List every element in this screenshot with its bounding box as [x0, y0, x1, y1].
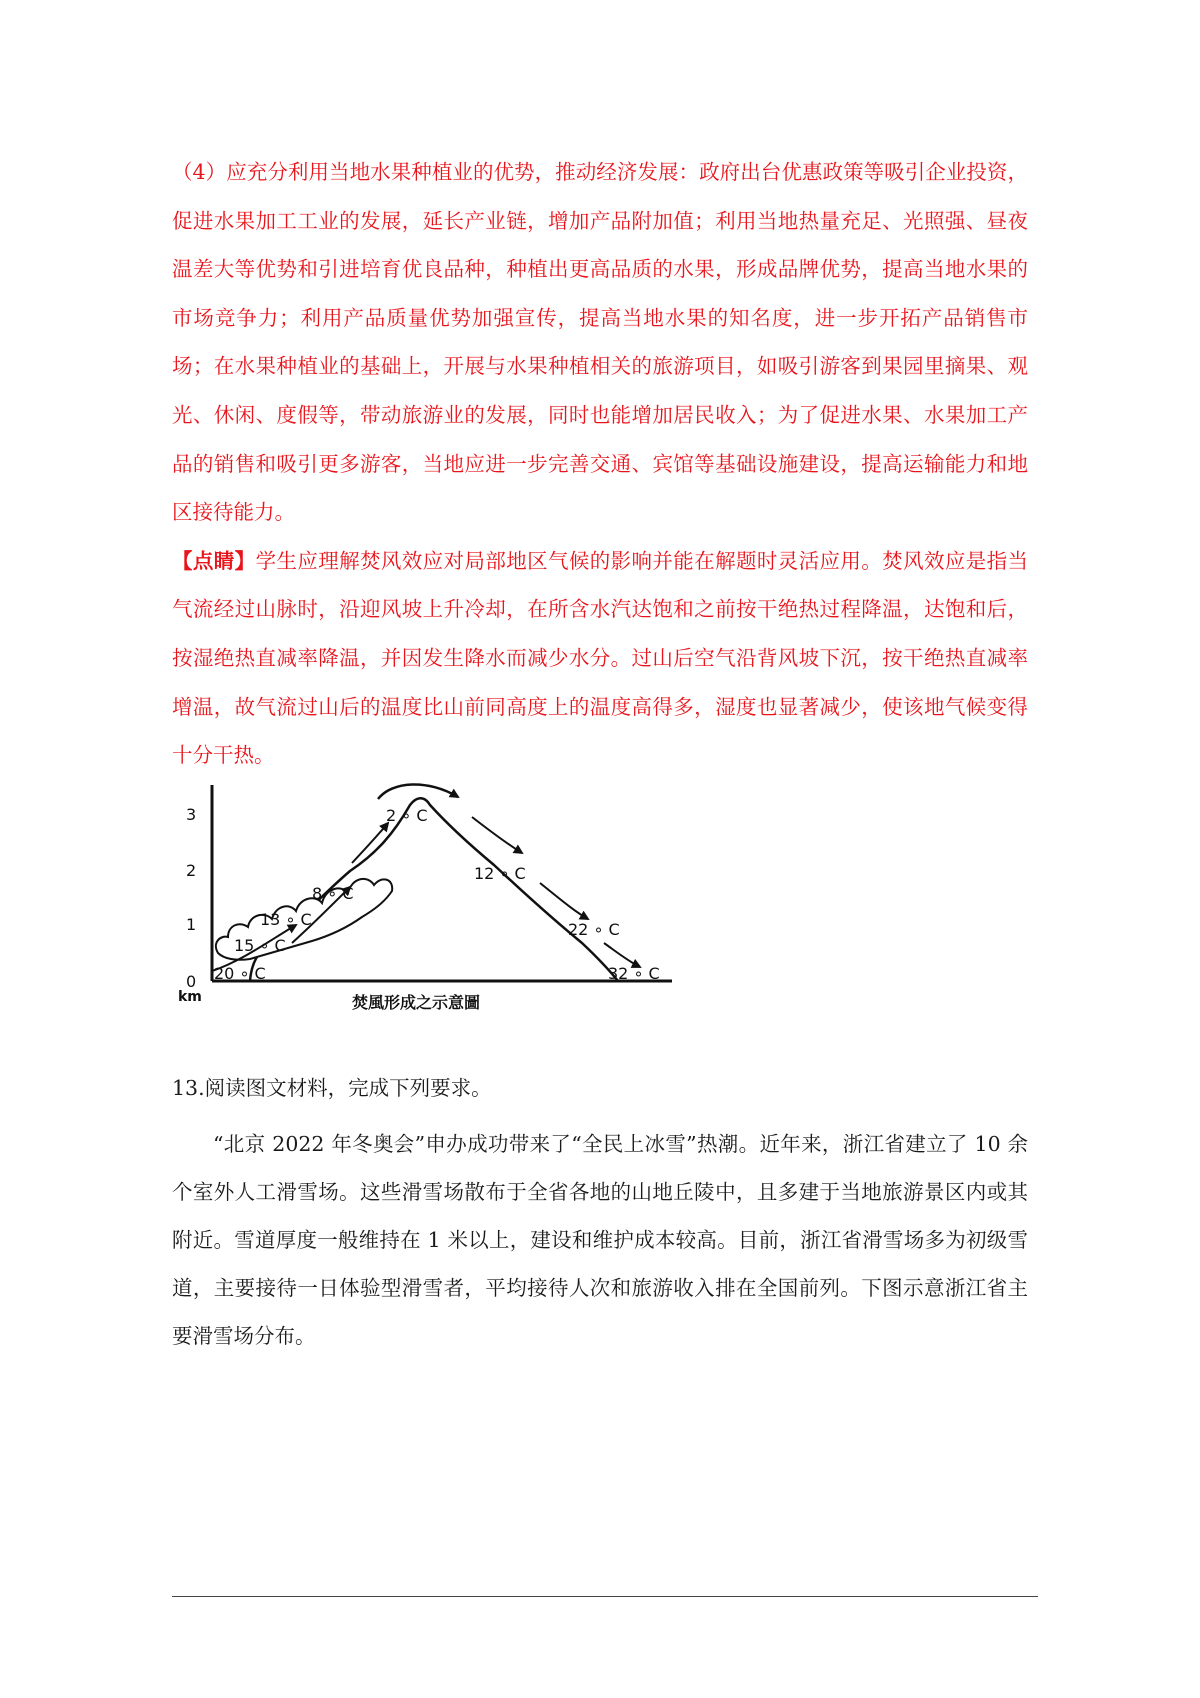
y-unit-label: km	[178, 989, 202, 1005]
tip-paragraph	[172, 537, 1028, 780]
y-tick-3: 3	[186, 805, 197, 824]
temp-label-13c: 13 ∘ C	[260, 910, 312, 929]
temp-label-12c: 12 ∘ C	[474, 864, 526, 883]
question-body: “北京 2022 年冬奥会”申办成功带来了“全民上冰雪”热潮。近年来，浙江省建立了 10 余个室外人工滑雪场。这些滑雪场散布于全省各地的山地丘陵中，且多建于当地旅游景区内或其附近。雪道厚度一般维持在 1 米以上，建设和维护成本较高。目前，浙江省滑雪场多为初级雪道，主要接待一日体验型滑雪者，平均接待人次和旅游收入排在全国前列。下图示意浙江省主要滑雪场分布。	[172, 1132, 1028, 1348]
flow-arrow-leeward-1	[472, 817, 522, 853]
footer-divider	[172, 1596, 1038, 1597]
answer-section	[172, 148, 1028, 780]
foehn-diagram	[172, 775, 732, 1015]
temp-label-20c: 20 ∘ C	[214, 964, 266, 983]
temp-label-32c: 32 ∘ C	[608, 964, 660, 983]
temp-label-15c: 15 ∘ C	[234, 936, 286, 955]
y-tick-1: 1	[186, 915, 197, 934]
temp-label-2c: 2 ∘ C	[386, 806, 428, 825]
temp-label-8c: 8 ∘ C	[312, 884, 354, 903]
temp-label-22c: 22 ∘ C	[568, 920, 620, 939]
tip-text: 学生应理解焚风效应对局部地区气候的影响并能在解题时灵活应用。焚风效应是指当气流经过山脉时，沿迎风坡上升冷却，在所含水汽达饱和之前按干绝热过程降温，达饱和后，按湿绝热直减率降温，并因发生降水而减少水分。过山后空气沿背风坡下沉，按干绝热直减率增温，故气流过山后的温度比山前同高度上的温度高得多，湿度也显著减少，使该地气候变得十分干热。	[172, 548, 1029, 768]
figure-caption: 焚風形成之示意圖	[352, 993, 481, 1012]
question-title: 13.阅读图文材料，完成下列要求。	[172, 1076, 492, 1100]
y-tick-0: 0	[186, 972, 197, 991]
mountain-outline	[250, 798, 618, 981]
question-section	[172, 1068, 1028, 1360]
tip-label: 【点睛】	[172, 548, 256, 573]
foehn-diagram-svg	[172, 775, 732, 1015]
y-tick-2: 2	[186, 861, 197, 880]
flow-arrow-summit	[378, 784, 458, 799]
answer-part-4: （4）应充分利用当地水果种植业的优势，推动经济发展：政府出台优惠政策等吸引企业投资，促进水果加工工业的发展，延长产业链，增加产品附加值；利用当地热量充足、光照强、昼夜温差大等优势和引进培育优良品种，种植出更高品质的水果，形成品牌优势，提高当地水果的市场竞争力；利用产品质量优势加强宣传，提高当地水果的知名度，进一步开拓产品销售市场；在水果种植业的基础上，开展与水果种植相关的旅游项目，如吸引游客到果园里摘果、观光、休闲、度假等，带动旅游业的发展，同时也能增加居民收入；为了促进水果、水果加工产品的销售和吸引更多游客，当地应进一步完善交通、宾馆等基础设施建设，提高运输能力和地区接待能力。	[172, 160, 1028, 525]
